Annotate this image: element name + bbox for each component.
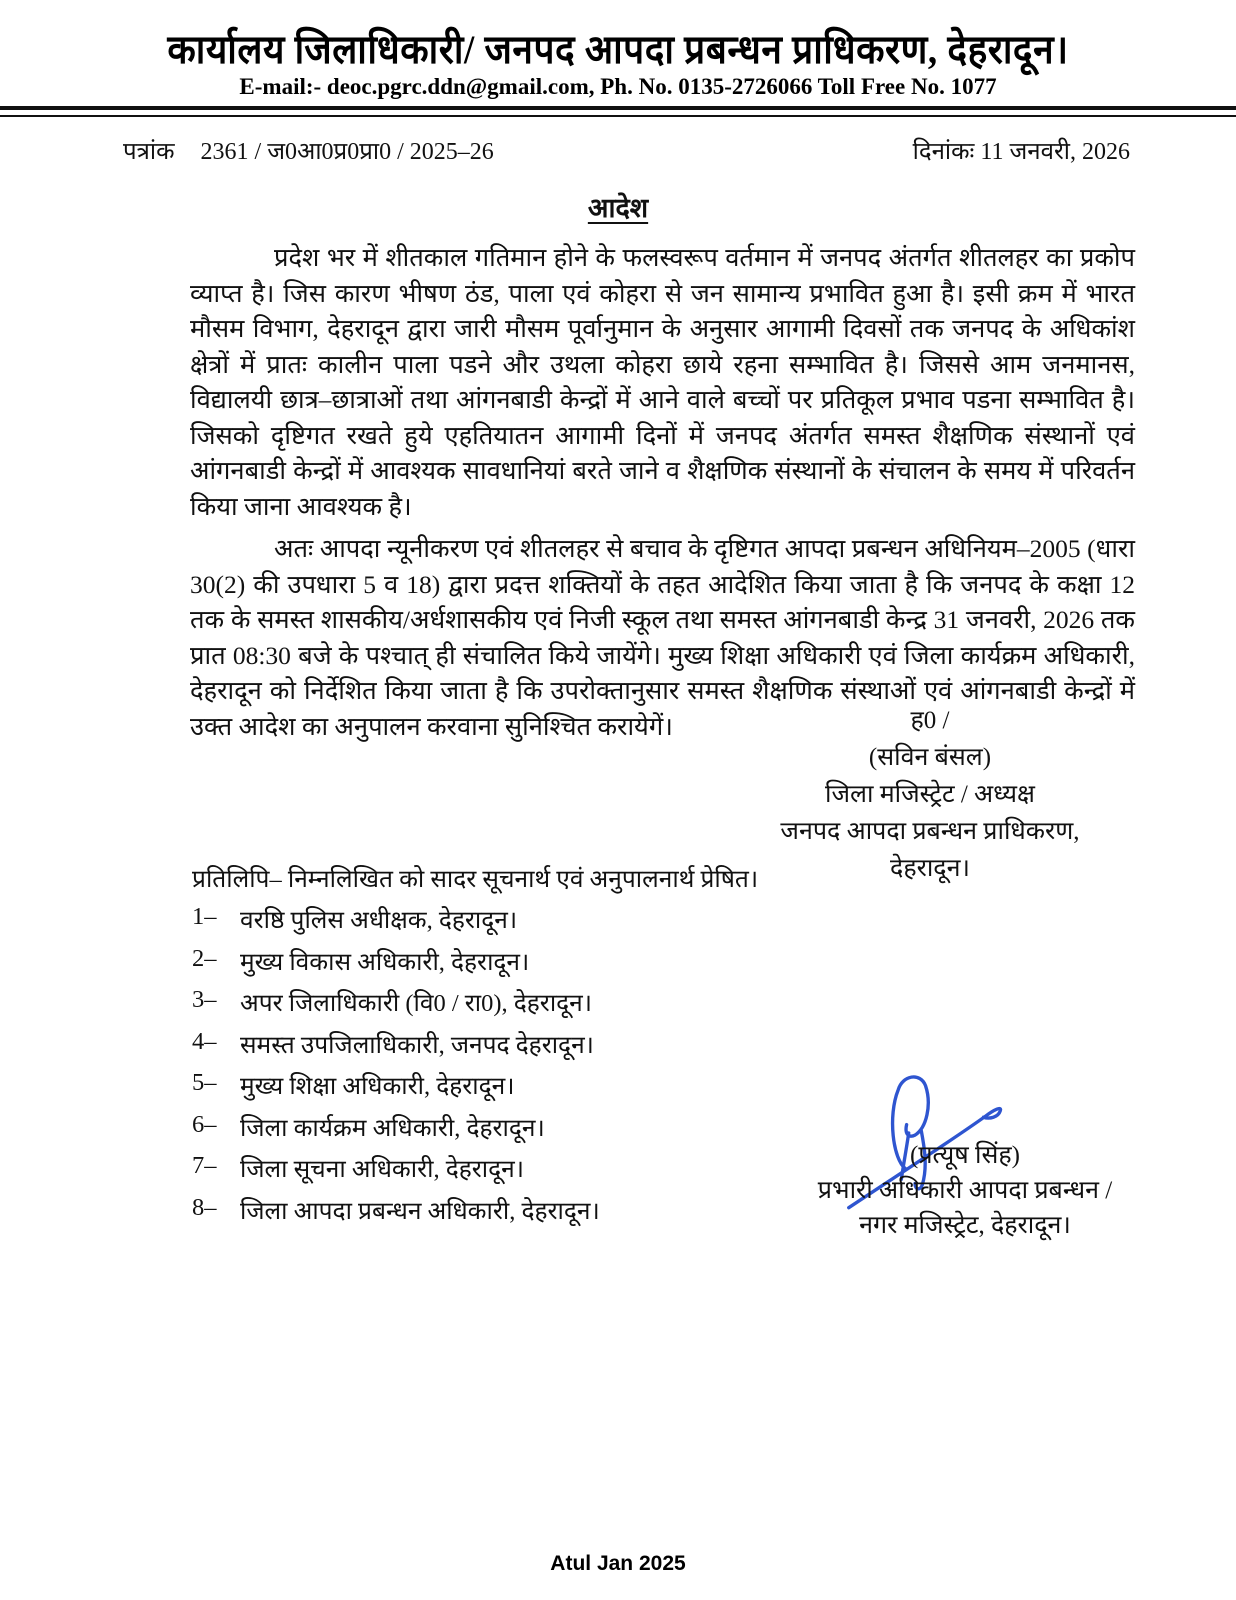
list-item: 2– मुख्य विकास अधिकारी, देहरादून।	[192, 944, 530, 976]
ref-label: पत्रांक	[123, 139, 175, 165]
signatory-designation-2: नगर मजिस्ट्रेट, देहरादून।	[859, 1212, 1071, 1239]
list-item: 4– समस्त उपजिलाधिकारी, जनपद देहरादून।	[192, 1027, 594, 1059]
signatory-name: (सविन बंसल)	[868, 744, 992, 771]
letter-date: दिनांकः 11 जनवरी, 2026	[912, 139, 1130, 165]
list-item: 7– जिला सूचना अधिकारी, देहरादून।	[192, 1152, 524, 1183]
list-item: 8– जिला आपदा प्रबन्धन अधिकारी, देहरादून।	[192, 1193, 600, 1225]
list-item: 5– मुख्य शिक्षा अधिकारी, देहरादून।	[192, 1069, 515, 1100]
signatory-designation-2: जनपद आपदा प्रबन्धन प्राधिकरण,	[780, 818, 1080, 845]
signed-mark: ह0 /	[910, 707, 950, 734]
letter-reference	[123, 134, 494, 167]
letter-meta-row	[123, 134, 1130, 167]
district-magistrate-signature-block	[700, 702, 1160, 887]
footer-annotation: Atul Jan 2025	[550, 1552, 686, 1575]
order-title: आदेश	[587, 193, 649, 223]
header-divider	[0, 106, 1236, 117]
signatory-designation-3: देहरादून।	[890, 855, 970, 882]
list-item: 3– अपर जिलाधिकारी (वि0 / रा0), देहरादून।	[192, 986, 593, 1017]
city-magistrate-signature-block	[765, 1138, 1165, 1243]
order-body	[190, 240, 1135, 751]
copy-intro-line: प्रतिलिपि– निम्नलिखित को सादर सूचनार्थ एवं अनुपालनार्थ प्रेषित।	[192, 866, 759, 893]
signatory-name: (प्रत्यूष सिंह)	[910, 1142, 1020, 1169]
list-item: 1– वरष्ठि पुलिस अधीक्षक, देहरादून।	[192, 903, 518, 934]
paragraph-2: अतः आपदा न्यूनीकरण एवं शीतलहर से बचाव के दृष्टिगत आपदा प्रबन्धन अधिनियम–2005 (धारा 30(2) की उपधारा 5 व 18) द्वारा प्रदत्त शक्तियों के तहत आदेशित किया जाता है कि जनपद के कक्षा 12 तक के समस्त शासकीय/अर्धशासकीय एवं निजी स्कूल तथा समस्त आंगनबाडी केन्द्र 31 जनवरी, 2026 तक प्रात 08:30 बजे के पश्चात् ही संचालित किये जायेंगे। मुख्य शिक्षा अधिकारी एवं जिला कार्यक्रम अधिकारी, देहरादून को निर्देशित किया जाता है कि उपरोक्तानुसार समस्त शैक्षणिक संस्थाओं एवं आंगनबाडी केन्द्रों में उक्त आदेश का अनुपालन करवाना सुनिश्चित करायेगें।	[190, 534, 1135, 741]
list-item: 6– जिला कार्यक्रम अधिकारी, देहरादून।	[192, 1110, 545, 1142]
office-name-heading: कार्यालय जिलाधिकारी/ जनपद आपदा प्रबन्धन प्राधिकरण, देहरादून।	[167, 28, 1069, 73]
signatory-designation-1: जिला मजिस्ट्रेट / अध्यक्ष	[825, 781, 1035, 808]
paragraph-1: प्रदेश भर में शीतकाल गतिमान होने के फलस्वरूप वर्तमान में जनपद अंतर्गत शीतलहर का प्रकोप व्याप्त है। जिस कारण भीषण ठंड, पाला एवं कोहरा से जन सामान्य प्रभावित हुआ है। इसी क्रम में भारत मौसम विभाग, देहरादून द्वारा जारी मौसम पूर्वानुमान के अनुसार आगामी दिवसों तक जनपद के अधिकांश क्षेत्रों में प्रातः कालीन पाला पडने और उथला कोहरा छाये रहना सम्भावित है। जिससे आम जनमानस, विद्यालयी छात्र–छात्राओं तथा आंगनबाडी केन्द्रों में आने वाले बच्चों पर प्रतिकूल प्रभाव पडना सम्भावित है। जिसको दृष्टिगत रखते हुये एहतियातन आगामी दिनों में जनपद अंतर्गत समस्त शैक्षणिक संस्थानों एवं आंगनबाडी केन्द्रों में आवश्यक सावधानियां बरते जाने व शैक्षणिक संस्थानों के संचालन के समय में परिवर्तन किया जाना आवश्यक है।	[190, 243, 1135, 521]
signatory-designation-1: प्रभारी अधिकारी आपदा प्रबन्धन /	[817, 1177, 1113, 1204]
contact-info-line: E-mail:- deoc.pgrc.ddn@gmail.com, Ph. No. 0135-2726066 Toll Free No. 1077	[239, 74, 997, 99]
ref-number: 2361 / ज0आ0प्र0प्रा0 / 2025–26	[200, 139, 494, 165]
